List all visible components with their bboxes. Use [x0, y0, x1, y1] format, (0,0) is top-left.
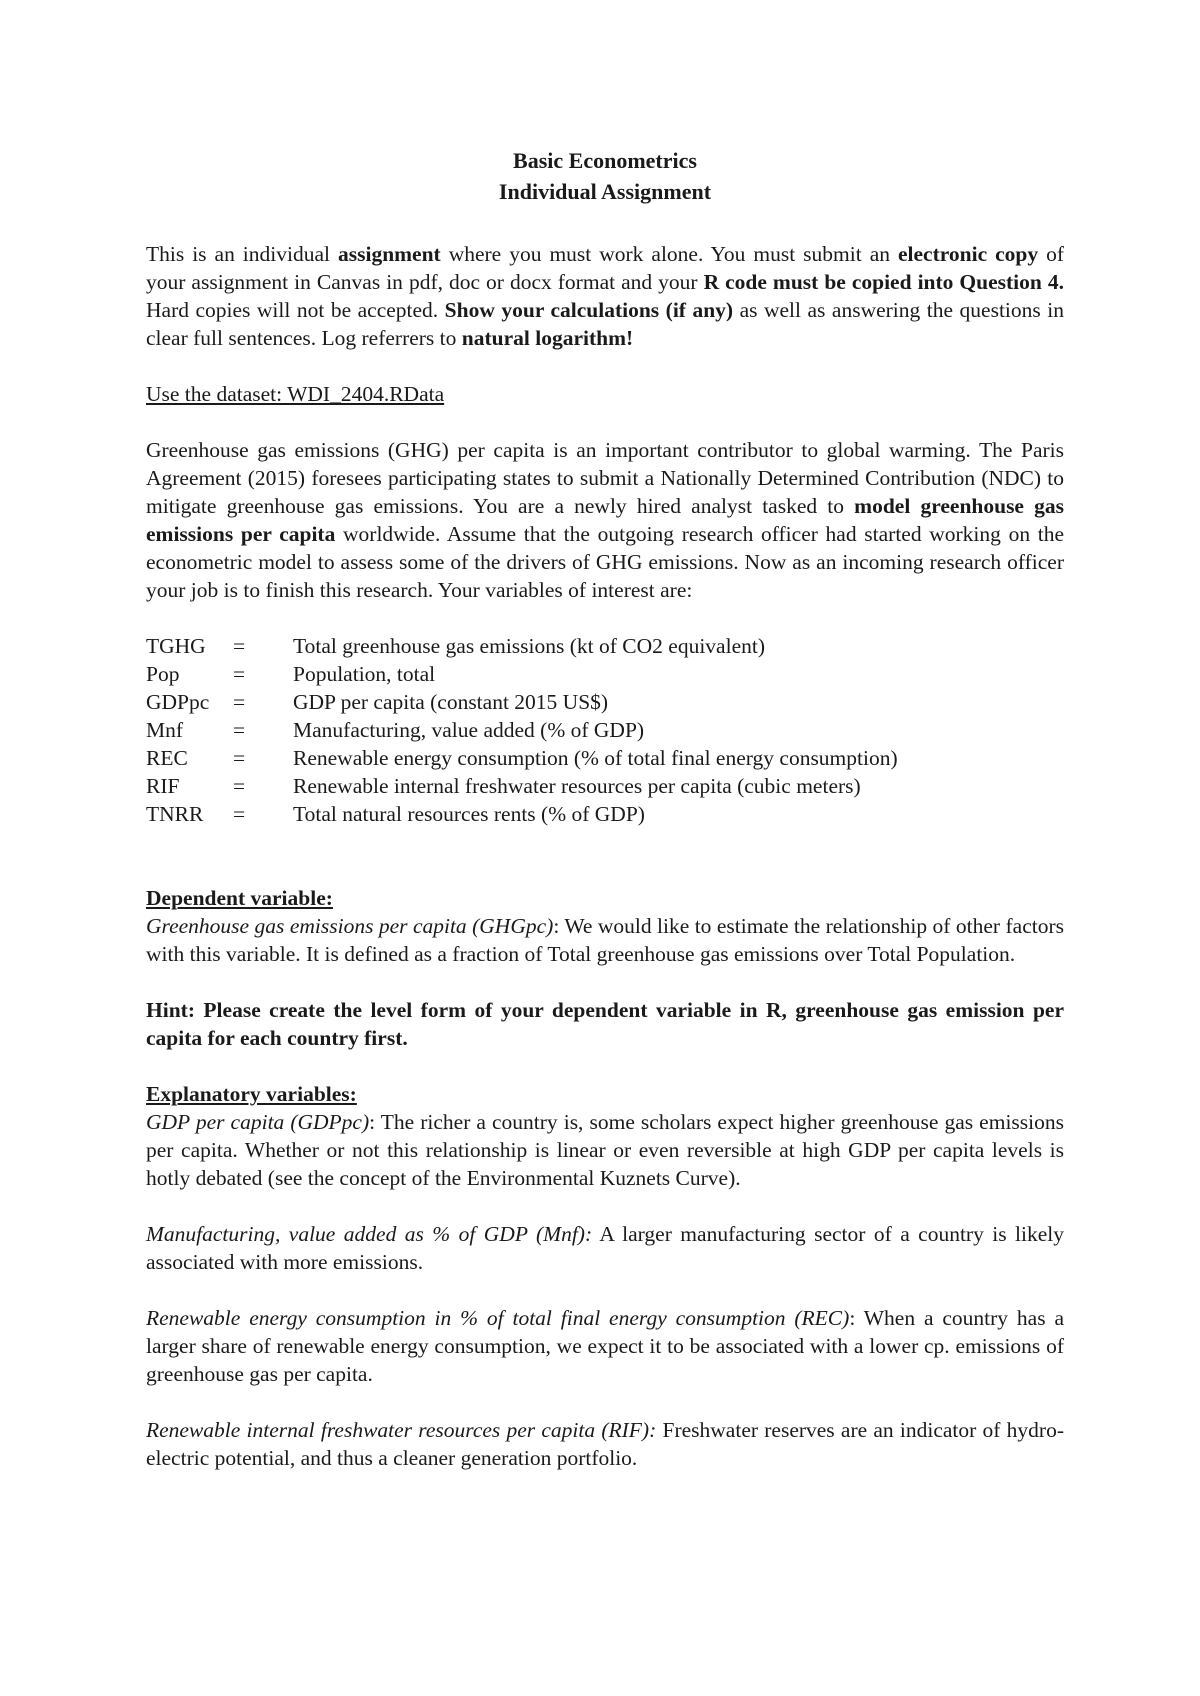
context-bold: model greenhouse gas emissions per capita [146, 494, 1064, 546]
intro-text: of your assignment in Canvas in pdf, doc or docx format and your [146, 242, 1064, 294]
intro-bold: R code must be copied into Question 4. [703, 270, 1064, 294]
variable-name: GDP per capita (GDPpc) [146, 1110, 370, 1134]
context-text: worldwide. Assume that the outgoing research officer had started working on the econometric model to assess some of the drivers of GHG emissions. Now as an incoming research officer your job is to finish this research. Your variables of interest are: [146, 522, 1065, 602]
variable-text: Freshwater reserves are an indicator of hydro-electric potential, and thus a cleaner generation portfolio. [146, 1418, 1064, 1470]
variable-abbr: TNRR [146, 802, 204, 826]
variable-description: Renewable internal freshwater resources per capita (cubic meters) [293, 774, 861, 798]
explanatory-item [146, 1220, 1064, 1276]
explanatory-item [146, 1108, 1064, 1192]
variable-name: Manufacturing, value added as % of GDP (Mnf): [146, 1222, 593, 1246]
context-text: Greenhouse gas emissions (GHG) per capita is an important contributor to global warming. The Paris Agreement (2015) foresees participating states to submit a Nationally Determined Contribution (NDC) to mitigate greenhouse gas emissions. You are a newly hired analyst tasked to [146, 438, 1064, 518]
course-title: Basic Econometrics [513, 148, 697, 173]
variable-equals: = [233, 718, 246, 742]
variable-abbr: Mnf [146, 718, 184, 742]
variable-description: GDP per capita (constant 2015 US$) [293, 690, 609, 714]
explanatory-heading [146, 1080, 1064, 1108]
dataset-line: Use the dataset: WDI_2404.RData [146, 382, 445, 406]
variable-equals: = [233, 634, 246, 658]
variable-description: Total greenhouse gas emissions (kt of CO2 equivalent) [293, 634, 765, 658]
variable-equals: = [233, 690, 246, 714]
hint-paragraph: Hint: Please create the level form of your dependent variable in R, greenhouse gas emission per capita for each country first. [146, 998, 1064, 1050]
explanatory-item [146, 1416, 1064, 1472]
assignment-title: Individual Assignment [498, 179, 712, 204]
variable-name: Renewable energy consumption in % of total final energy consumption (REC) [146, 1306, 850, 1330]
dependent-heading [146, 884, 1064, 912]
variable-name: Renewable internal freshwater resources per capita (RIF): [146, 1418, 657, 1442]
intro-bold: assignment [337, 242, 441, 266]
variable-text: : The richer a country is, some scholars expect higher greenhouse gas emissions per capita. Whether or not this relationship is linear or even reversible at high GDP per capita levels is hotly debated (see the concept of the Environmental Kuznets Curve). [146, 1110, 1064, 1190]
variable-abbr: Pop [146, 662, 180, 686]
variable-row [146, 660, 898, 688]
variable-description: Manufacturing, value added (% of GDP) [293, 718, 645, 742]
context-paragraph [146, 436, 1064, 604]
variable-equals: = [233, 746, 246, 770]
variable-abbr: RIF [146, 774, 180, 798]
intro-text: This is an individual [146, 242, 338, 266]
variable-row [146, 716, 898, 744]
variable-equals: = [233, 662, 246, 686]
variable-row [146, 632, 898, 660]
document-page [146, 0, 1064, 1472]
intro-paragraph [146, 240, 1064, 352]
variables-table [146, 632, 898, 828]
variable-description: Renewable energy consumption (% of total final energy consumption) [293, 746, 898, 770]
intro-text: where you must work alone. You must submit an [440, 242, 898, 266]
intro-text: Hard copies will not be accepted. [146, 298, 445, 322]
variable-description: Total natural resources rents (% of GDP) [293, 802, 645, 826]
variable-abbr: TGHG [146, 634, 206, 658]
dependent-description [146, 912, 1064, 968]
intro-bold: Show your calculations (if any) [444, 298, 734, 322]
variable-abbr: GDPpc [146, 690, 210, 714]
variable-row [146, 772, 898, 800]
intro-text: as well as answering the questions in clear full sentences. Log referrers to [146, 298, 1064, 350]
intro-bold: electronic copy [897, 242, 1039, 266]
variable-equals: = [233, 774, 246, 798]
variable-name: Greenhouse gas emissions per capita (GHGpc) [146, 914, 554, 938]
explanatory-item [146, 1304, 1064, 1388]
section-heading: Dependent variable: [146, 886, 333, 910]
variable-text: A larger manufacturing sector of a country is likely associated with more emissions. [146, 1222, 1064, 1274]
variable-description: Population, total [293, 662, 436, 686]
variable-text: : We would like to estimate the relationship of other factors with this variable. It is defined as a fraction of Total greenhouse gas emissions over Total Population. [146, 914, 1064, 966]
variable-abbr: REC [146, 746, 188, 770]
variable-equals: = [233, 802, 246, 826]
section-heading: Explanatory variables: [146, 1082, 357, 1106]
variable-row [146, 688, 898, 716]
variable-row [146, 800, 898, 828]
variable-row [146, 744, 898, 772]
variable-text: : When a country has a larger share of renewable energy consumption, we expect it to be associated with a lower cp. emissions of greenhouse gas per capita. [146, 1306, 1065, 1386]
intro-bold: natural logarithm! [461, 326, 634, 350]
